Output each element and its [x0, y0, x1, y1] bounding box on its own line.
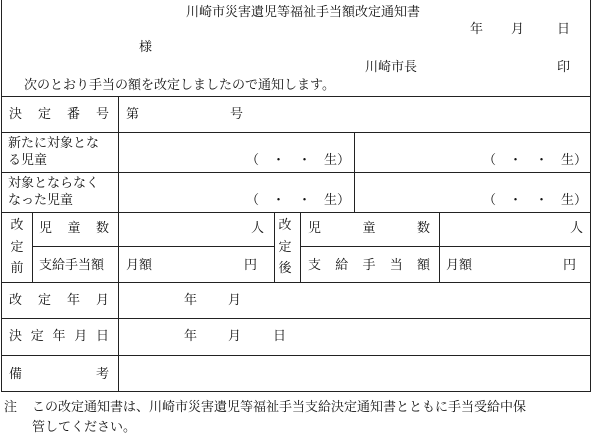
- col-line: [32, 212, 33, 282]
- footnote-line-2: 管してください。: [32, 420, 137, 435]
- row-line: [300, 246, 591, 247]
- revision-year-unit: 年: [184, 293, 198, 308]
- child-count-unit-before: 人: [251, 221, 265, 236]
- footnote-mark: 注: [4, 400, 18, 415]
- after-revision-label: 改 定 後: [278, 218, 292, 276]
- col-line: [300, 212, 301, 282]
- decision-date-label: 決 定 年 月 日: [9, 329, 109, 344]
- child-count-label-before: 児 童 数: [39, 221, 109, 236]
- notice-title: 川崎市災害遺児等福祉手当額改定通知書: [186, 5, 421, 20]
- new-child-birth-2: （ ・ ・ 生）: [483, 153, 588, 168]
- new-child-birth-1: （ ・ ・ 生）: [246, 153, 351, 168]
- row-line: [2, 282, 591, 283]
- decision-number-label: 決 定 番 号: [9, 107, 109, 122]
- issuer-name: 川崎市長: [365, 60, 418, 75]
- child-count-label-after: 児 童 数: [308, 221, 430, 236]
- row-line: [2, 318, 591, 319]
- row-line: [2, 212, 591, 213]
- yen-unit-after: 円: [563, 258, 577, 273]
- seal-mark: 印: [557, 60, 571, 75]
- intro-text: 次のとおり手当の額を改定しましたので通知します。: [24, 78, 335, 93]
- removed-child-birth-1: （ ・ ・ 生）: [246, 193, 351, 208]
- removed-child-birth-2: （ ・ ・ 生）: [483, 193, 588, 208]
- decision-month-unit: 月: [228, 329, 242, 344]
- monthly-label-before: 月額: [126, 258, 153, 273]
- decision-day-unit: 日: [273, 329, 287, 344]
- allowance-label-before: 支給手当額: [39, 258, 105, 273]
- allowance-label-after: 支 給 手 当 額: [308, 258, 430, 273]
- removed-children-label: 対象とならなく なった児童: [8, 176, 100, 208]
- col-line: [354, 132, 355, 212]
- col-line: [274, 212, 275, 282]
- row-line: [32, 246, 274, 247]
- revision-month-unit: 月: [228, 293, 242, 308]
- row-line: [2, 172, 591, 173]
- remarks-label: 備 考: [9, 367, 109, 382]
- col-line: [118, 96, 119, 392]
- row-line: [2, 96, 591, 97]
- decision-number-prefix: 第: [126, 107, 140, 122]
- footnote-line-1: この改定通知書は、川崎市災害遺児等福祉手当支給決定通知書とともに手当受給中保: [32, 400, 527, 415]
- date-year: 年: [470, 22, 484, 37]
- decision-number-suffix: 号: [230, 107, 244, 122]
- row-line: [2, 355, 591, 356]
- addressee-suffix: 様: [139, 40, 153, 55]
- monthly-label-after: 月額: [446, 258, 473, 273]
- row-line: [2, 132, 591, 133]
- date-month: 月: [511, 22, 525, 37]
- date-day: 日: [557, 22, 571, 37]
- revision-month-label: 改 定 年 月: [9, 293, 109, 308]
- new-children-label: 新たに対象とな る児童: [8, 136, 100, 168]
- decision-year-unit: 年: [184, 329, 198, 344]
- col-line: [439, 212, 440, 282]
- yen-unit-before: 円: [244, 258, 258, 273]
- before-revision-label: 改 定 前: [10, 218, 24, 276]
- child-count-unit-after: 人: [570, 221, 584, 236]
